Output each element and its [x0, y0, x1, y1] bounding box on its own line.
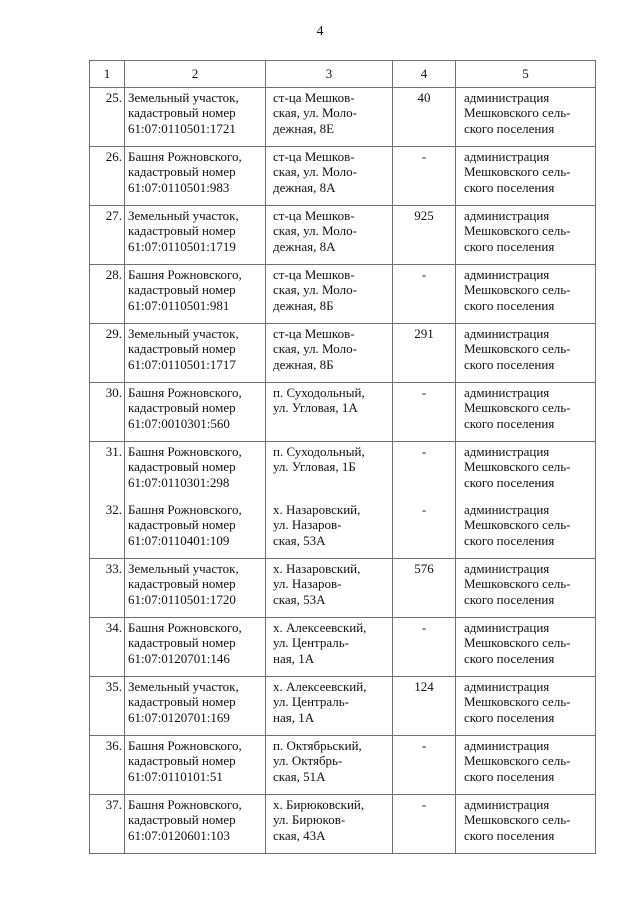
object-address-line: ская, ул. Моло-	[273, 282, 357, 298]
object-name-line: кадастровый номер	[128, 105, 236, 121]
object-name-line: 61:07:0010301:560	[128, 415, 230, 431]
object-address-line: ул. Угловая, 1Б	[273, 459, 356, 475]
table-row	[90, 736, 596, 795]
object-address	[266, 206, 393, 265]
object-name-line: кадастровый номер	[128, 282, 236, 298]
object-address-line: х. Бирюковский,	[273, 797, 365, 812]
object-address-line: ская, 53А	[273, 591, 326, 607]
object-name-line: кадастровый номер	[128, 753, 236, 769]
object-address-line: ская, ул. Моло-	[273, 105, 357, 121]
object-area: 925	[393, 206, 456, 265]
object-address	[266, 618, 393, 677]
table-row	[90, 618, 596, 677]
object-name	[125, 500, 266, 559]
object-address	[266, 677, 393, 736]
object-area: -	[393, 795, 456, 854]
object-address	[266, 500, 393, 559]
object-owner-line: администрация	[464, 561, 550, 576]
object-address-line: п. Суходольный,	[273, 444, 365, 459]
object-address-line: ул. Назаров-	[273, 517, 342, 533]
object-address	[266, 265, 393, 324]
object-name-line: 61:07:0110401:109	[128, 532, 230, 548]
object-owner-line: администрация	[464, 208, 550, 223]
table-row	[90, 88, 596, 147]
object-name	[125, 383, 266, 442]
object-name-line: Башня Рожновского,	[128, 502, 242, 517]
object-area: -	[393, 147, 456, 206]
object-owner-line: ского поселения	[464, 356, 555, 372]
object-owner-line: Мешковского сель-	[464, 635, 571, 651]
object-address	[266, 795, 393, 854]
object-area: -	[393, 265, 456, 324]
table-row	[90, 559, 596, 618]
object-name	[125, 442, 266, 501]
object-area: -	[393, 383, 456, 442]
object-area: 40	[393, 88, 456, 147]
object-address	[266, 88, 393, 147]
object-name-line: кадастровый номер	[128, 576, 236, 592]
row-number: 31.	[90, 442, 125, 501]
object-name-line: кадастровый номер	[128, 459, 236, 475]
object-owner	[456, 206, 596, 265]
table-row	[90, 677, 596, 736]
object-name	[125, 736, 266, 795]
object-address-line: ул. Назаров-	[273, 576, 342, 592]
table-body	[90, 88, 596, 854]
object-area: 291	[393, 324, 456, 383]
object-name-line: 61:07:0110501:1717	[128, 356, 236, 372]
column-header-3: 3	[266, 61, 393, 88]
object-address-line: ул. Октябрь-	[273, 753, 343, 769]
table-row	[90, 206, 596, 265]
object-name	[125, 559, 266, 618]
object-address-line: дежная, 8А	[273, 179, 336, 195]
table-row	[90, 147, 596, 206]
object-name-line: Земельный участок,	[128, 208, 239, 223]
object-address-line: ная, 1А	[273, 650, 315, 666]
object-address-line: ская, 43А	[273, 827, 326, 843]
object-address-line: х. Назаровский,	[273, 561, 361, 576]
object-name-line: кадастровый номер	[128, 341, 236, 357]
object-name-line: 61:07:0110501:1720	[128, 591, 236, 607]
object-address-line: ская, 51А	[273, 768, 326, 784]
column-header-2: 2	[125, 61, 266, 88]
object-name	[125, 618, 266, 677]
object-owner-line: администрация	[464, 738, 550, 753]
object-name-line: Земельный участок,	[128, 679, 239, 694]
object-owner	[456, 265, 596, 324]
object-owner-line: администрация	[464, 90, 550, 105]
object-owner-line: администрация	[464, 267, 550, 282]
object-name-line: 61:07:0110501:983	[128, 179, 230, 195]
object-address-line: п. Суходольный,	[273, 385, 365, 400]
object-address-line: ул. Угловая, 1А	[273, 400, 358, 416]
object-address-line: дежная, 8Б	[273, 297, 334, 313]
object-area: -	[393, 618, 456, 677]
object-name-line: 61:07:0120701:146	[128, 650, 230, 666]
object-owner-line: Мешковского сель-	[464, 282, 571, 298]
object-owner-line: ского поселения	[464, 179, 555, 195]
object-owner	[456, 383, 596, 442]
object-name-line: 61:07:0110301:298	[128, 474, 230, 490]
object-owner-line: Мешковского сель-	[464, 694, 571, 710]
object-owner-line: администрация	[464, 326, 550, 341]
object-name-line: Башня Рожновского,	[128, 797, 242, 812]
row-number: 30.	[90, 383, 125, 442]
object-address-line: ст-ца Мешков-	[273, 90, 355, 105]
object-address-line: ская, ул. Моло-	[273, 223, 357, 239]
object-owner-line: Мешковского сель-	[464, 517, 571, 533]
object-address-line: ул. Централь-	[273, 635, 350, 651]
object-owner	[456, 618, 596, 677]
object-owner-line: ского поселения	[464, 474, 555, 490]
object-address-line: ная, 1А	[273, 709, 315, 725]
object-owner-line: ского поселения	[464, 591, 555, 607]
property-table	[89, 60, 596, 854]
object-owner-line: ского поселения	[464, 532, 555, 548]
object-name	[125, 795, 266, 854]
object-owner-line: ского поселения	[464, 709, 555, 725]
object-address	[266, 324, 393, 383]
object-name-line: кадастровый номер	[128, 223, 236, 239]
table-row	[90, 795, 596, 854]
table-row	[90, 442, 596, 501]
object-owner	[456, 736, 596, 795]
object-owner-line: ского поселения	[464, 827, 555, 843]
object-address-line: ст-ца Мешков-	[273, 326, 355, 341]
object-name	[125, 265, 266, 324]
object-name	[125, 324, 266, 383]
object-address-line: х. Алексеевский,	[273, 679, 367, 694]
object-name-line: 61:07:0120701:169	[128, 709, 230, 725]
object-owner-line: администрация	[464, 385, 550, 400]
object-address	[266, 736, 393, 795]
object-name-line: 61:07:0120601:103	[128, 827, 230, 843]
column-header-5: 5	[456, 61, 596, 88]
object-owner-line: администрация	[464, 444, 550, 459]
object-area: 576	[393, 559, 456, 618]
object-owner-line: Мешковского сель-	[464, 459, 571, 475]
object-owner-line: администрация	[464, 620, 550, 635]
object-address-line: ул. Бирюков-	[273, 812, 346, 828]
object-address-line: ул. Централь-	[273, 694, 350, 710]
object-name-line: Земельный участок,	[128, 90, 239, 105]
object-name-line: кадастровый номер	[128, 400, 236, 416]
object-owner	[456, 442, 596, 501]
object-address-line: дежная, 8Б	[273, 356, 334, 372]
object-address-line: ст-ца Мешков-	[273, 267, 355, 282]
object-address-line: ст-ца Мешков-	[273, 208, 355, 223]
object-name	[125, 206, 266, 265]
object-owner-line: администрация	[464, 502, 550, 517]
object-owner	[456, 88, 596, 147]
object-owner-line: Мешковского сель-	[464, 341, 571, 357]
object-name-line: Башня Рожновского,	[128, 444, 242, 459]
object-owner-line: Мешковского сель-	[464, 576, 571, 592]
object-name-line: кадастровый номер	[128, 164, 236, 180]
object-name-line: Земельный участок,	[128, 561, 239, 576]
object-owner-line: Мешковского сель-	[464, 400, 571, 416]
object-area: -	[393, 736, 456, 795]
object-name-line: Земельный участок,	[128, 326, 239, 341]
object-area: -	[393, 442, 456, 501]
header-row	[90, 61, 596, 88]
object-address-line: дежная, 8Е	[273, 120, 335, 136]
object-address	[266, 383, 393, 442]
object-area: -	[393, 500, 456, 559]
object-owner-line: ского поселения	[464, 415, 555, 431]
object-address-line: ская, 53А	[273, 532, 326, 548]
object-owner	[456, 559, 596, 618]
row-number: 28.	[90, 265, 125, 324]
object-address	[266, 442, 393, 501]
row-number: 27.	[90, 206, 125, 265]
row-number: 29.	[90, 324, 125, 383]
object-owner-line: ского поселения	[464, 120, 555, 136]
object-owner	[456, 795, 596, 854]
object-area: 124	[393, 677, 456, 736]
object-name-line: Башня Рожновского,	[128, 267, 242, 282]
object-name-line: кадастровый номер	[128, 812, 236, 828]
object-name	[125, 147, 266, 206]
table-row	[90, 383, 596, 442]
row-number: 35.	[90, 677, 125, 736]
object-owner-line: ского поселения	[464, 768, 555, 784]
object-address	[266, 559, 393, 618]
object-address-line: ская, ул. Моло-	[273, 164, 357, 180]
row-number: 36.	[90, 736, 125, 795]
row-number: 25.	[90, 88, 125, 147]
object-address-line: дежная, 8А	[273, 238, 336, 254]
page-number: 4	[316, 24, 324, 39]
object-name	[125, 88, 266, 147]
table-row	[90, 265, 596, 324]
object-owner-line: администрация	[464, 149, 550, 164]
object-name-line: 61:07:0110501:1721	[128, 120, 236, 136]
object-address	[266, 147, 393, 206]
object-owner-line: ского поселения	[464, 650, 555, 666]
object-name-line: 61:07:0110501:1719	[128, 238, 236, 254]
object-owner-line: Мешковского сель-	[464, 105, 571, 121]
object-owner-line: Мешковского сель-	[464, 753, 571, 769]
object-address-line: п. Октябрьский,	[273, 738, 362, 753]
row-number: 37.	[90, 795, 125, 854]
object-name	[125, 677, 266, 736]
object-name-line: Башня Рожновского,	[128, 385, 242, 400]
object-name-line: кадастровый номер	[128, 694, 236, 710]
object-name-line: Башня Рожновского,	[128, 738, 242, 753]
object-owner-line: администрация	[464, 797, 550, 812]
table-row	[90, 324, 596, 383]
object-owner	[456, 500, 596, 559]
object-name-line: Башня Рожновского,	[128, 149, 242, 164]
object-name-line: 61:07:0110101:51	[128, 768, 223, 784]
row-number: 34.	[90, 618, 125, 677]
object-owner	[456, 147, 596, 206]
row-number: 32.	[90, 500, 125, 559]
object-address-line: х. Алексеевский,	[273, 620, 367, 635]
object-owner	[456, 324, 596, 383]
row-number: 33.	[90, 559, 125, 618]
column-header-4: 4	[393, 61, 456, 88]
object-address-line: ст-ца Мешков-	[273, 149, 355, 164]
object-address-line: ская, ул. Моло-	[273, 341, 357, 357]
column-header-1: 1	[90, 61, 125, 88]
row-number: 26.	[90, 147, 125, 206]
object-name-line: 61:07:0110501:981	[128, 297, 230, 313]
object-name-line: кадастровый номер	[128, 517, 236, 533]
object-owner-line: Мешковского сель-	[464, 164, 571, 180]
object-address-line: х. Назаровский,	[273, 502, 361, 517]
object-owner-line: ского поселения	[464, 238, 555, 254]
object-name-line: Башня Рожновского,	[128, 620, 242, 635]
object-owner-line: ского поселения	[464, 297, 555, 313]
object-owner-line: Мешковского сель-	[464, 812, 571, 828]
table-row	[90, 500, 596, 559]
object-name-line: кадастровый номер	[128, 635, 236, 651]
object-owner-line: администрация	[464, 679, 550, 694]
object-owner-line: Мешковского сель-	[464, 223, 571, 239]
object-owner	[456, 677, 596, 736]
